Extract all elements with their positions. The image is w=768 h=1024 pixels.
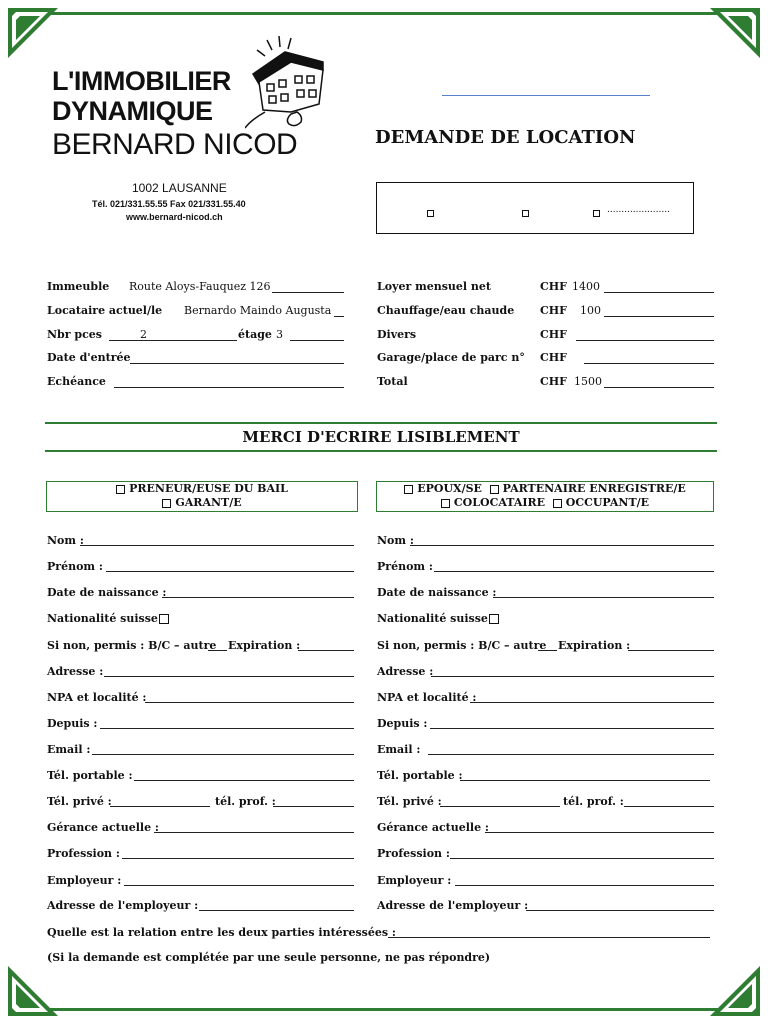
relation-note: (Si la demande est complétée par une seule personne, ne pas répondre) — [47, 951, 491, 964]
epoux-checkbox[interactable] — [404, 485, 413, 494]
right-nom-input[interactable] — [410, 545, 714, 546]
left-expiration-label: Expiration : — [228, 639, 301, 652]
left-naissance-input[interactable] — [162, 597, 354, 598]
house-illustration — [245, 36, 330, 131]
right-npa-label: NPA et localité : — [377, 691, 477, 704]
echeance-line[interactable] — [114, 387, 344, 388]
left-employeur-label: Employeur : — [47, 874, 122, 887]
left-npa-input[interactable] — [145, 702, 354, 703]
right-party-header — [376, 481, 714, 512]
notice-text: MERCI D'ECRIRE LISIBLEMENT — [242, 428, 520, 446]
partenaire-checkbox[interactable] — [490, 485, 499, 494]
left-prive-label: Tél. privé : — [47, 795, 112, 808]
right-nationalite-checkbox[interactable] — [489, 614, 499, 624]
right-employeur-label: Employeur : — [377, 874, 452, 887]
immeuble-label: Immeuble — [47, 280, 110, 293]
logo-phone: Tél. 021/331.55.55 Fax 021/331.55.40 — [92, 199, 246, 209]
total-value: 1500 — [574, 375, 602, 388]
left-gerance-input[interactable] — [154, 832, 354, 833]
pieces-label: Nbr pces — [47, 328, 102, 341]
right-prenom-label: Prénom : — [377, 560, 433, 573]
left-depuis-input[interactable] — [100, 728, 354, 729]
pieces-value: 2 — [140, 328, 147, 341]
right-depuis-input[interactable] — [430, 728, 714, 729]
right-adr-employeur-label: Adresse de l'employeur : — [377, 899, 529, 912]
corner-ornament-bottom-left — [8, 966, 58, 1016]
left-prof-label: tél. prof. : — [215, 795, 276, 808]
left-header-row-1 — [47, 482, 357, 496]
ref-dotted-field[interactable]: ...................... — [607, 205, 670, 215]
top-blue-line — [442, 95, 650, 96]
left-nom-label: Nom : — [47, 534, 84, 547]
right-prive-label: Tél. privé : — [377, 795, 442, 808]
locataire-line[interactable] — [334, 316, 344, 317]
right-nationalite-label: Nationalité suisse — [377, 612, 488, 625]
right-permis-label: Si non, permis : B/C – autre — [377, 639, 547, 652]
left-profession-input[interactable] — [122, 858, 354, 859]
locataire-label: Locataire actuel/le — [47, 304, 163, 317]
occupant-label: OCCUPANT/E — [565, 496, 650, 509]
garant-checkbox[interactable] — [162, 499, 171, 508]
frame-bottom-line — [20, 1008, 748, 1011]
relation-input[interactable] — [388, 937, 710, 938]
loyer-line[interactable] — [604, 292, 714, 293]
right-adr-employeur-input[interactable] — [526, 910, 714, 911]
document-title: DEMANDE DE LOCATION — [375, 127, 636, 148]
corner-ornament-top-left — [8, 8, 58, 58]
corner-ornament-top-right — [710, 8, 760, 58]
chauffage-value: 100 — [580, 304, 601, 317]
locataire-value: Bernardo Maindo Augusta — [184, 304, 332, 317]
relation-question: Quelle est la relation entre les deux parties intéressées : — [47, 926, 396, 939]
left-permis-input[interactable] — [208, 650, 227, 651]
left-nationalite-label: Nationalité suisse — [47, 612, 158, 625]
left-adresse-label: Adresse : — [47, 665, 104, 678]
chauffage-currency: CHF — [540, 304, 567, 317]
right-gerance-label: Gérance actuelle : — [377, 821, 489, 834]
loyer-currency: CHF — [540, 280, 567, 293]
left-adresse-input[interactable] — [104, 676, 354, 677]
frame-top-line — [20, 12, 748, 15]
left-npa-label: NPA et localité : — [47, 691, 147, 704]
chauffage-line[interactable] — [604, 316, 714, 317]
garage-line[interactable] — [584, 363, 714, 364]
logo-line-1: L'IMMOBILIER — [52, 66, 231, 96]
etage-label: étage — [238, 328, 272, 341]
right-depuis-label: Depuis : — [377, 717, 428, 730]
left-profession-label: Profession : — [47, 847, 120, 860]
left-prof-input[interactable] — [273, 806, 354, 807]
right-expiration-input[interactable] — [628, 650, 714, 651]
right-email-label: Email : — [377, 743, 421, 756]
etage-line[interactable] — [290, 340, 344, 341]
right-prive-input[interactable] — [440, 806, 560, 807]
right-adresse-input[interactable] — [431, 676, 714, 677]
occupant-checkbox[interactable] — [553, 499, 562, 508]
right-prof-input[interactable] — [624, 806, 714, 807]
date-entree-line[interactable] — [130, 363, 344, 364]
total-line[interactable] — [604, 387, 714, 388]
total-currency: CHF — [540, 375, 567, 388]
left-employeur-input[interactable] — [124, 885, 354, 886]
left-prenom-input[interactable] — [106, 571, 354, 572]
left-nationalite-checkbox[interactable] — [159, 614, 169, 624]
left-prenom-label: Prénom : — [47, 560, 103, 573]
right-permis-input[interactable] — [538, 650, 557, 651]
partenaire-label: PARTENAIRE ENREGISTRE/E — [502, 482, 686, 495]
left-header-row-2 — [47, 496, 357, 510]
right-prenom-input[interactable] — [434, 571, 714, 572]
right-prof-label: tél. prof. : — [563, 795, 624, 808]
right-nom-label: Nom : — [377, 534, 414, 547]
corner-ornament-bottom-right — [710, 966, 760, 1016]
preneur-label: PRENEUR/EUSE DU BAIL — [129, 482, 288, 495]
ref-checkbox-1[interactable] — [427, 210, 434, 217]
notice-top-rule — [45, 422, 717, 424]
right-employeur-input[interactable] — [455, 885, 714, 886]
divers-currency: CHF — [540, 328, 567, 341]
garage-label: Garage/place de parc n° — [377, 351, 525, 364]
left-depuis-label: Depuis : — [47, 717, 98, 730]
etage-value: 3 — [276, 328, 283, 341]
right-profession-input[interactable] — [450, 858, 714, 859]
colocataire-checkbox[interactable] — [441, 499, 450, 508]
divers-label: Divers — [377, 328, 417, 341]
right-naissance-input[interactable] — [493, 597, 714, 598]
left-naissance-label: Date de naissance : — [47, 586, 167, 599]
logo-city: 1002 LAUSANNE — [132, 181, 227, 195]
garage-currency: CHF — [540, 351, 567, 364]
date-entree-label: Date d'entrée — [47, 351, 131, 364]
right-email-input[interactable] — [428, 754, 714, 755]
reference-box — [376, 182, 694, 234]
right-expiration-label: Expiration : — [558, 639, 631, 652]
right-npa-input[interactable] — [470, 702, 714, 703]
ref-checkbox-3[interactable] — [593, 210, 600, 217]
immeuble-line[interactable] — [272, 292, 344, 293]
left-portable-input[interactable] — [134, 780, 354, 781]
right-header-row-2 — [377, 496, 713, 510]
preneur-checkbox[interactable] — [116, 485, 125, 494]
right-adresse-label: Adresse : — [377, 665, 434, 678]
logo-line-2: DYNAMIQUE — [52, 96, 213, 126]
logo-website: www.bernard-nicod.ch — [126, 212, 223, 222]
ref-checkbox-2[interactable] — [522, 210, 529, 217]
total-label: Total — [377, 375, 408, 388]
left-party-header — [46, 481, 358, 512]
left-permis-label: Si non, permis : B/C – autre — [47, 639, 217, 652]
left-prive-input[interactable] — [110, 806, 210, 807]
notice-bottom-rule — [45, 450, 717, 452]
left-nom-input[interactable] — [80, 545, 354, 546]
right-portable-input[interactable] — [460, 780, 710, 781]
left-email-input[interactable] — [92, 754, 354, 755]
right-gerance-input[interactable] — [485, 832, 714, 833]
left-portable-label: Tél. portable : — [47, 769, 133, 782]
logo-line-3: BERNARD NICOD — [52, 128, 298, 161]
pieces-line[interactable] — [109, 340, 237, 341]
colocataire-label: COLOCATAIRE — [453, 496, 546, 509]
left-adr-employeur-input[interactable] — [199, 910, 354, 911]
right-profession-label: Profession : — [377, 847, 450, 860]
left-expiration-input[interactable] — [298, 650, 354, 651]
left-email-label: Email : — [47, 743, 91, 756]
right-portable-label: Tél. portable : — [377, 769, 463, 782]
garant-label: GARANT/E — [175, 496, 242, 509]
left-adr-employeur-label: Adresse de l'employeur : — [47, 899, 199, 912]
right-naissance-label: Date de naissance : — [377, 586, 497, 599]
loyer-value: 1400 — [572, 280, 600, 293]
loyer-label: Loyer mensuel net — [377, 280, 491, 293]
epoux-label: EPOUX/SE — [417, 482, 482, 495]
echeance-label: Echéance — [47, 375, 106, 388]
divers-line[interactable] — [576, 340, 714, 341]
immeuble-value: Route Aloys-Fauquez 126 — [129, 280, 271, 293]
left-gerance-label: Gérance actuelle : — [47, 821, 159, 834]
right-header-row-1 — [377, 482, 713, 496]
chauffage-label: Chauffage/eau chaude — [377, 304, 515, 317]
